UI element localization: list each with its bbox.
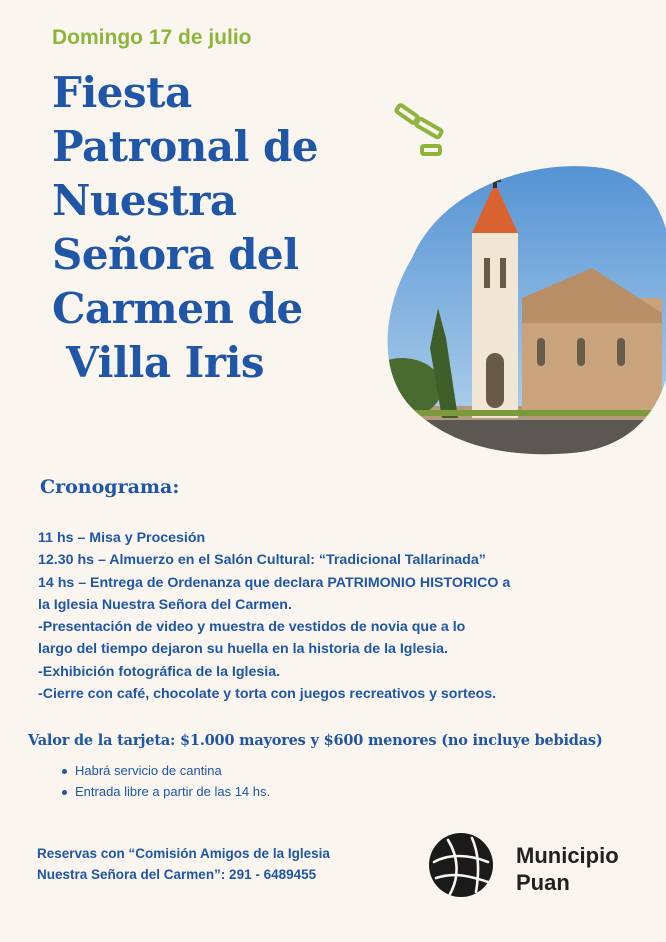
schedule-line: largo del tiempo dejaron su huella en la historia de la Iglesia. [38,641,448,658]
title-line: Villa Iris [52,338,265,387]
church-photo [372,148,666,468]
note-text: Entrada libre a partir de las 14 hs. [75,784,271,799]
brand-line: Municipio [516,843,619,868]
title-line: Fiesta [52,68,192,117]
title-line: Patronal de [52,122,319,171]
title-line: Carmen de [52,284,303,333]
reservation-line: Reservas con “Comisión Amigos de la Iglesia [37,846,330,861]
brand-line: Puan [516,870,570,895]
list-item [62,781,270,802]
bullet-icon [62,769,67,774]
schedule-line: 14 hs – Entrega de Ordenanza que declara PATRIMONIO HISTORICO a [38,574,511,591]
title-line: Señora del [52,230,299,279]
schedule-line: -Cierre con café, chocolate y torta con juegos recreativos y sorteos. [38,686,497,703]
schedule-line: -Exhibición fotográfica de la Iglesia. [38,663,281,680]
event-title [52,66,412,390]
municipio-logo-icon [428,832,494,898]
list-item [62,760,270,781]
schedule-list [38,527,658,705]
note-text: Habrá servicio de cantina [75,763,222,778]
ticket-notes [62,760,270,802]
bullet-icon [62,790,67,795]
title-line: Nuestra [52,176,237,225]
schedule-line: 12.30 hs – Almuerzo en el Salón Cultural: “Tradicional Tallarinada” [38,552,486,569]
reservation-info [37,843,330,885]
schedule-heading: Cronograma: [40,476,180,498]
ticket-price: Valor de la tarjeta: $1.000 mayores y $600 menores (no incluye bebidas) [28,732,603,749]
schedule-line: 11 hs – Misa y Procesión [38,530,206,546]
schedule-line: -Presentación de video y muestra de vestidos de novia que a lo [38,619,466,636]
reservation-line: Nuestra Señora del Carmen”: 291 - 6489455 [37,867,317,882]
schedule-line: la Iglesia Nuestra Señora del Carmen. [38,596,292,613]
event-date: Domingo 17 de julio [52,26,252,49]
municipio-name [516,842,619,896]
